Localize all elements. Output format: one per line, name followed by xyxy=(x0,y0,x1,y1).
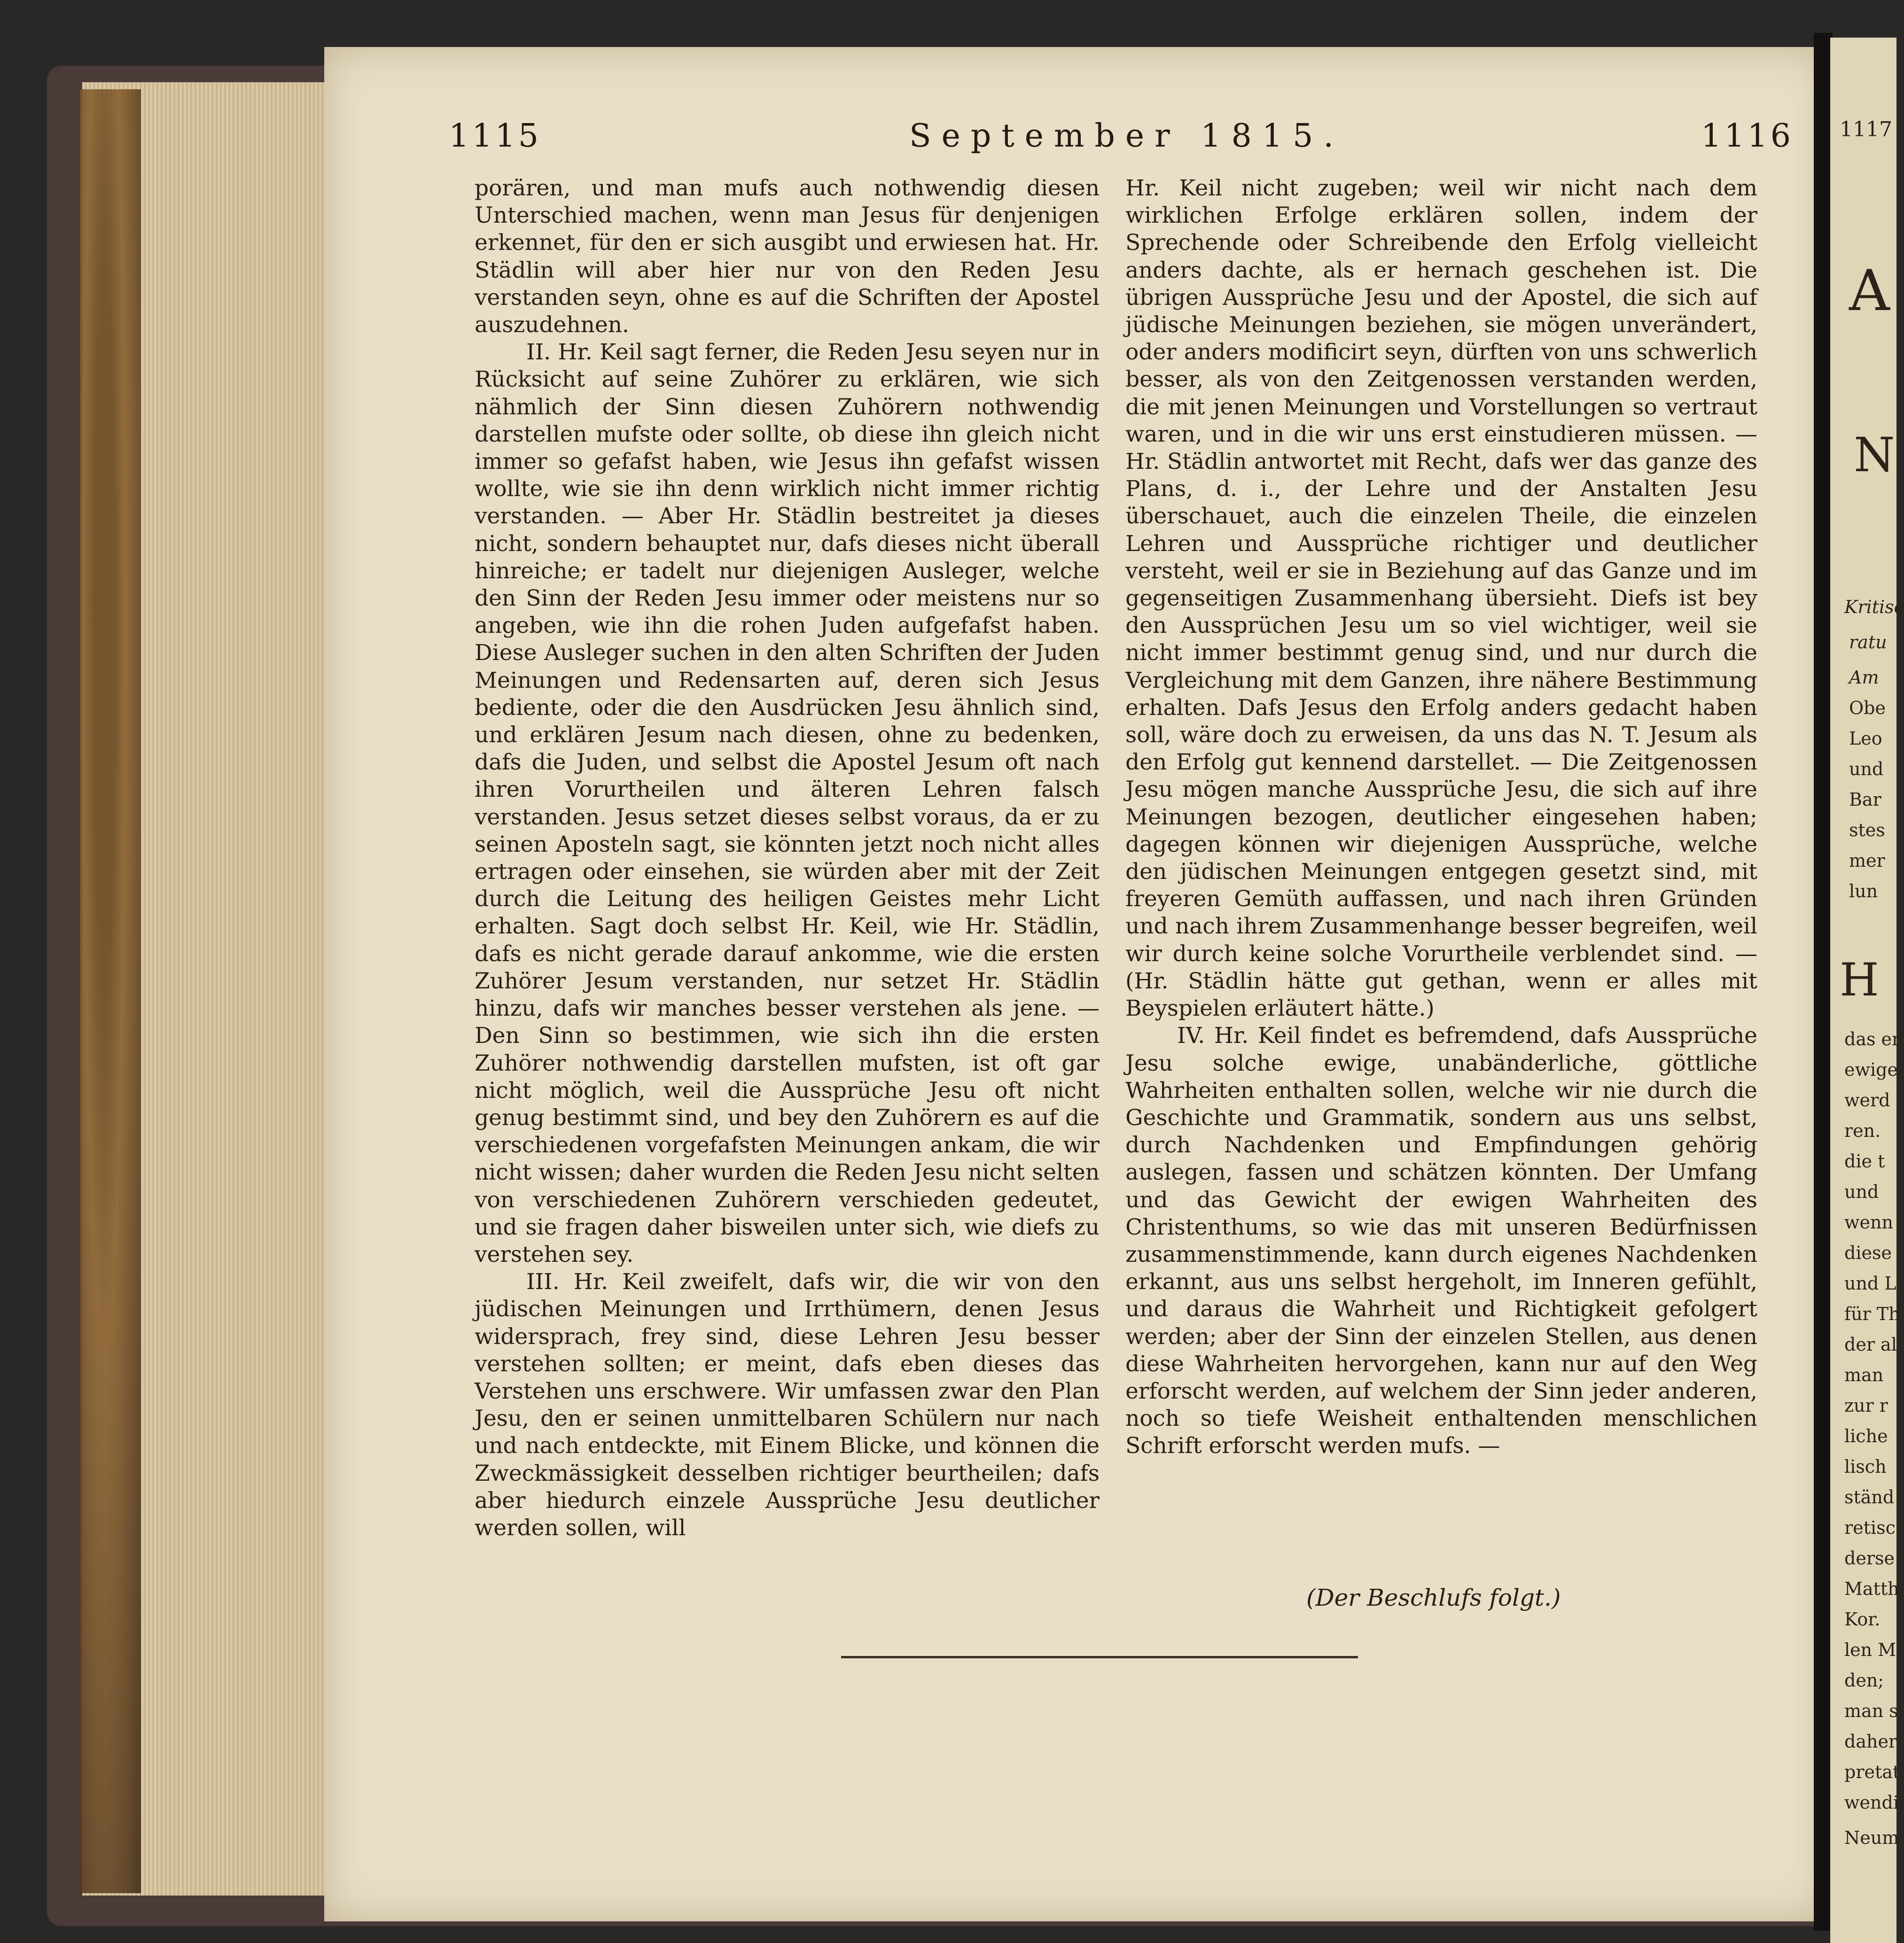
paragraph: Hr. Keil nicht zugeben; weil wir nicht nach dem wirklichen Erfolge erklären sollen, indem der Sprechende oder Schreibende den Erfolg vielleicht anders dachte, als er hernach geschehen ist. Die übrigen Aussprüche Jesu und der Apostel, die sich auf jüdische Meinungen beziehen, sie mögen unverändert, oder anders modificirt seyn, dürften von uns schwerlich besser, als von den Zeitgenossen verstanden werden, die mit jenen Meinungen und Vorstellungen so vertraut waren, und in die wir uns erst einstudieren müssen. — Hr. Städlin antwortet mit Recht, dafs wer das ganze des Plans, d. i., der Lehre und der Anstalten Jesu überschauet, auch die einzelen Theile, die einzelen Lehren und Aussprüche richtiger und deutlicher versteht, weil er sie in Beziehung auf das Ganze und im gegenseitigen Zusammenhang übersieht. Diefs ist bey den Aussprüchen Jesu um so viel wichtiger, weil sie nicht immer bestimmt genug sind, und nur durch die Vergleichung mit dem Ganzen, ihre nähere Bestimmung erhalten. Dafs Jesus den Erfolg anders gedacht haben soll, wäre doch zu erweisen, da uns das N. T. Jesum als den Erfolg gut kennend darstellet. — Die Zeitgenossen Jesu mögen manche Aussprüche Jesu, die sich auf ihre Meinungen bezogen, deutlicher eingesehen haben; dagegen können wir diejenigen Aussprüche, welche den jüdischen Meinungen entgegen gesetzt sind, mit freyeren Gemüth auffassen, und nach ihren Gründen und nach ihrem Zusammenhange besser begreifen, weil wir durch keine solche Vorurtheile verblendet sind. — (Hr. Städlin hätte gut gethan, wenn er alles mit Beyspielen erläutert hätte.) xyxy=(1125,175,1757,1022)
next-page-fragment: derse xyxy=(1844,1548,1895,1569)
running-title: September 1815. xyxy=(909,117,1344,155)
closing-note: (Der Beschlufs folgt.) xyxy=(1306,1584,1561,1611)
page-number-left: 1115 xyxy=(449,117,542,155)
next-page-fragment: diese xyxy=(1844,1243,1892,1263)
next-page-fragment: man s xyxy=(1844,1701,1898,1721)
left-column xyxy=(475,175,1100,1542)
next-page-fragment: für Th xyxy=(1844,1304,1900,1324)
next-page-fragment: len M xyxy=(1844,1640,1896,1660)
next-page-fragment: stes xyxy=(1849,820,1885,840)
next-page-fragment: und xyxy=(1849,759,1884,779)
next-page-fragment: Kor. xyxy=(1844,1609,1881,1630)
next-page-fragment: werd xyxy=(1844,1090,1890,1111)
next-page-fragment: und xyxy=(1844,1181,1879,1202)
page-number-right: 1116 xyxy=(1701,117,1794,155)
next-page-fragment: H xyxy=(1840,954,1879,1006)
next-page-fragment: den; xyxy=(1844,1670,1884,1691)
next-page-fragment: wenn xyxy=(1844,1212,1893,1233)
next-page-fragment: Obe xyxy=(1849,698,1886,718)
section-rule xyxy=(841,1656,1358,1658)
next-page-fragment: lun xyxy=(1849,881,1878,902)
next-page-fragment: und L xyxy=(1844,1273,1896,1294)
next-page-fragment: ständ xyxy=(1844,1487,1895,1508)
next-page-fragment: die t xyxy=(1844,1151,1885,1172)
next-page-fragment: daher xyxy=(1844,1731,1897,1752)
next-page-fragment: zur r xyxy=(1844,1395,1888,1416)
next-page-number: 1117 xyxy=(1840,117,1892,141)
next-page-fragment: wendi xyxy=(1844,1792,1899,1813)
next-page-fragment: ratu xyxy=(1849,632,1887,653)
next-page-fragment: retisc xyxy=(1844,1517,1896,1538)
next-page-fragment: liche xyxy=(1844,1426,1888,1446)
next-page-fragment: Am xyxy=(1849,667,1879,688)
next-page-fragment: man xyxy=(1844,1365,1884,1385)
next-page-fragment: lisch xyxy=(1844,1456,1887,1477)
right-column xyxy=(1125,175,1757,1460)
next-page-fragment: pretat xyxy=(1844,1762,1900,1782)
paragraph: porären, und man mufs auch nothwendig diesen Unterschied machen, wenn man Jesus für denjenigen erkennet, für den er sich ausgibt und erwiesen hat. Hr. Städlin will aber hier nur von den Reden Jesu verstanden seyn, ohne es auf die Schriften der Apostel auszudehnen. xyxy=(475,175,1100,338)
next-page-fragment: mer xyxy=(1849,850,1885,871)
paragraph: IV. Hr. Keil findet es befremdend, dafs Aussprüche Jesu solche ewige, unabänderliche, göttliche Wahrheiten enthalten sollen, welche wir nie durch die Geschichte und Grammatik, sondern aus uns selbst, durch Nachdenken und Empfindungen gehörig auslegen, fassen und schätzen könnten. Der Umfang und das Gewicht der ewigen Wahrheiten des Christenthums, so wie das mit unseren Bedürfnissen zusammenstimmende, kann durch eigenes Nachdenken erkannt, aus uns selbst hergeholt, im Inneren gefühlt, und daraus die Wahrheit und Richtigkeit gefolgert werden; aber der Sinn der einzelen Stellen, aus denen diese Wahrheiten hervorgehen, kann nur auf den Weg erforscht werden, auf welchem der Sinn jeder anderen, noch so tiefe Weisheit enthaltenden menschlichen Schrift erforscht werden mufs. — xyxy=(1125,1023,1757,1459)
paragraph: II. Hr. Keil sagt ferner, die Reden Jesu seyen nur in Rücksicht auf seine Zuhörer zu erklären, wie sich nähmlich der Sinn diesen Zuhörern nothwendig darstellen mufste oder sollte, ob diese ihn gleich nicht immer so gefafst haben, wie Jesus ihn gefafst wissen wollte, wie sie ihn denn wirklich nicht immer richtig verstanden. — Aber Hr. Städlin bestreitet ja dieses nicht, sondern behauptet nur, dafs dieses nicht überall hinreiche; er tadelt nur diejenigen Ausleger, welche den Sinn der Reden Jesu immer oder meistens nur so angeben, wie ihn die rohen Juden aufgefafst haben. Diese Ausleger suchen in den alten Schriften der Juden Meinungen und Redensarten auf, deren sich Jesus bediente, oder die den Ausdrücken Jesu ähnlich sind, und erklären Jesum nach diesen, ohne zu bedenken, dafs die Juden, und selbst die Apostel Jesum oft nach ihren Vorurtheilen und älteren Lehren falsch verstanden. Jesus setzet dieses selbst voraus, da er zu seinen Aposteln sagt, sie könnten jetzt noch nicht alles ertragen oder einsehen, sie würden aber mit der Zeit durch die Leitung des heiligen Geistes mehr Licht erhalten. Sagt doch selbst Hr. Keil, wie Hr. Städlin, dafs es nicht gerade darauf ankomme, wie die ersten Zuhörer Jesum verstanden, nur setzet Hr. Städlin hinzu, dafs wir manches besser verstehen als jene. — Den Sinn so bestimmen, wie sich ihn die ersten Zuhörer nothwendig darstellen mufsten, ist oft gar nicht möglich, weil die Aussprüche Jesu oft nicht genug bestimmt sind, und bey den Zuhörern es auf die verschiedenen vorgefafsten Meinungen ankam, die wir nicht wissen; daher wurden die Reden Jesu nicht selten von verschiedenen Zuhörern verschieden gedeutet, und sie fragen daher bisweilen unter sich, wie diefs zu verstehen sey. xyxy=(475,339,1100,1267)
next-page-fragment: A xyxy=(1849,258,1890,324)
next-page-fragment: Neum xyxy=(1844,1827,1899,1848)
next-page-fragment: ewige xyxy=(1844,1059,1898,1080)
next-page-fragment: Matth xyxy=(1844,1578,1899,1599)
next-page-fragment: ren. xyxy=(1844,1120,1881,1141)
next-page-fragment: der al xyxy=(1844,1334,1897,1355)
next-page-fragment: N xyxy=(1854,427,1895,482)
next-page-fragment: das er xyxy=(1844,1029,1901,1049)
next-page-fragment: Leo xyxy=(1849,728,1882,749)
page-edges-stain xyxy=(80,89,141,1893)
next-page-fragment: Kritisc xyxy=(1844,597,1904,617)
next-page-edge xyxy=(1830,38,1904,1943)
paragraph: III. Hr. Keil zweifelt, dafs wir, die wir von den jüdischen Meinungen und Irrthümern, denen Jesus widersprach, frey sind, diese Lehren Jesu besser verstehen sollten; er meint, dafs eben dieses das Verstehen uns erschwere. Wir umfassen zwar den Plan Jesu, den er seinen unmittelbaren Schülern nur nach und nach entdeckte, mit Einem Blicke, und können die Zweckmässigkeit desselben richtiger beurtheilen; dafs aber hiedurch einzele Aussprüche Jesu deutlicher werden sollen, will xyxy=(475,1269,1100,1541)
book-gutter xyxy=(1814,33,1833,1931)
next-page-fragment: Bar xyxy=(1849,789,1881,810)
